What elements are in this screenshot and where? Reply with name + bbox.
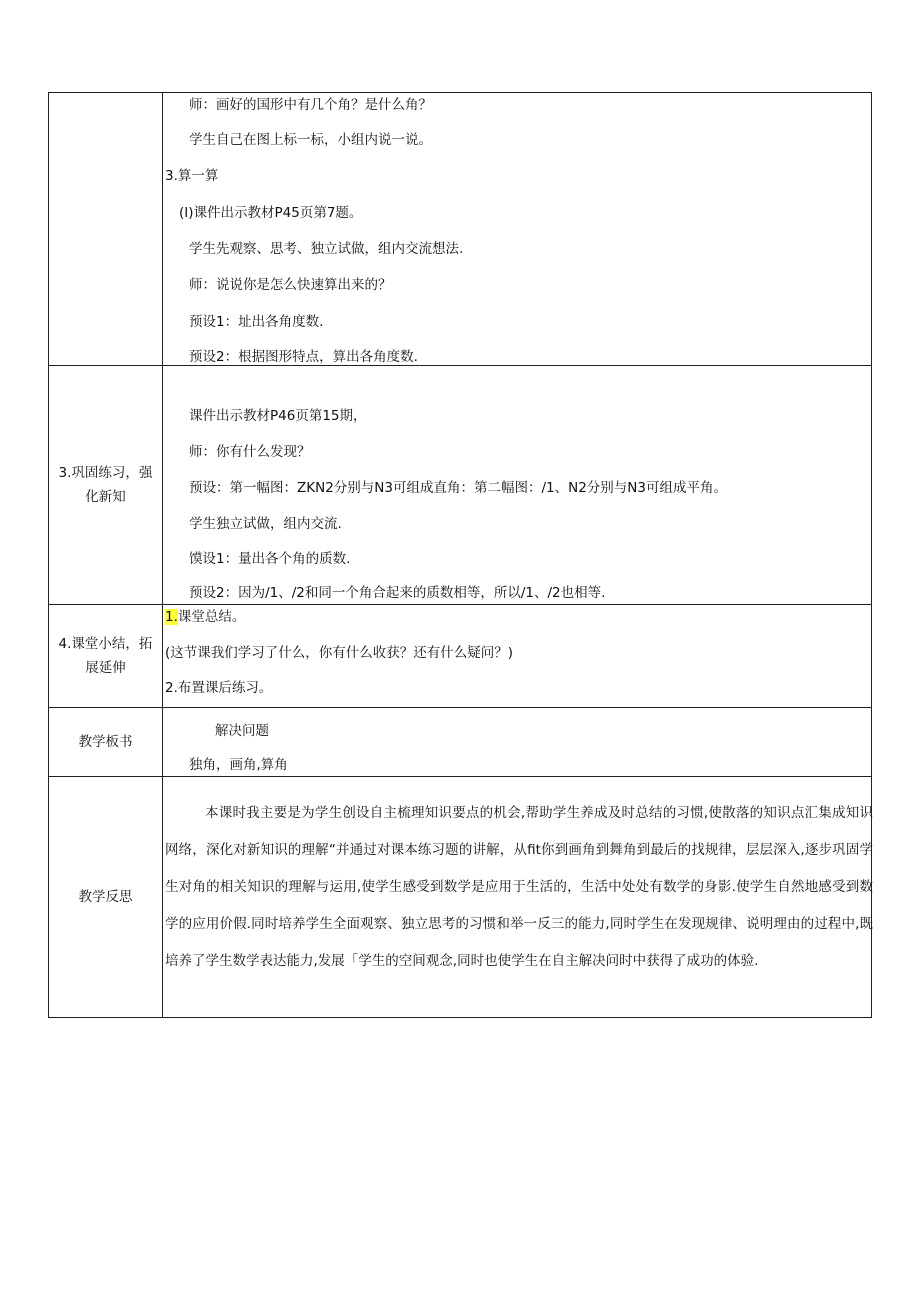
lesson-plan-table [48, 92, 872, 1018]
row-content [163, 708, 872, 777]
table-row [49, 708, 872, 777]
content-line: 解决问题 [215, 723, 269, 739]
row-content [163, 366, 872, 605]
content-line: 师：你有什么发现？ [189, 444, 311, 460]
content-line: 馍设1：量出各个角的质数. [189, 551, 351, 567]
content-line: 学生自己在图上标一标，小组内说一说。 [189, 132, 432, 148]
content-line: 3.算一算 [165, 168, 219, 184]
content-line: 学生先观察、思考、独立试做，组内交流想法. [189, 241, 464, 257]
content-line: 预设：第一幅图：ZKN2分别与N3可组成直角：第二幅图：/1、N2分别与N3可组成平角。 [189, 480, 727, 496]
content-line: 预设2：因为/1、/2和同一个角合起来的质数相等，所以/1、/2也相等. [189, 585, 606, 601]
table-row [49, 605, 872, 708]
content-line: 师：说说你是怎么快速算出来的？ [189, 277, 392, 293]
reflection-paragraph: 本课时我主要是为学生创设自主梳理知识要点的机会,帮助学生养成及时总结的习惯,使散落的知识点汇集成知识网络，深化对新知识的理解“并通过对课本练习题的讲解，从fit你到画角到舞角到最后的找规律，层层深入,逐步巩固学生对角的相关知识的理解与运用,使学生感受到数学是应用于生活的，生活中处处有数学的身影.使学生自然地感受到数学的应用价假.同时培养学生全面观察、独立思考的习惯和举一反三的能力,同时学生在发现规律、说明理由的过程中,既培养了学生数学表达能力,发展「学生的空间观念,同时也使学生在自主解决问时中获得了成功的体验. [165, 805, 873, 969]
content-line: 预设1：址出各角度数. [189, 314, 324, 330]
content-line: 2.布置课后练习。 [165, 680, 273, 696]
row-content [163, 777, 872, 1018]
row-label [49, 93, 163, 366]
row-content [163, 93, 872, 366]
content-line: 学生独立试做，组内交流. [189, 516, 342, 532]
table-row [49, 93, 872, 366]
content-line: (这节课我们学习了什么，你有什么收获？还有什么疑问？) [165, 645, 514, 661]
content-line: (I)课件出示教材P45页第7题。 [179, 205, 363, 221]
table-row [49, 366, 872, 605]
highlighted-number: 1. [165, 609, 178, 625]
row-label: 3.巩固练习，强化新知 [49, 366, 163, 605]
content-line: 1.课堂总结。 [165, 609, 246, 625]
row-label: 4.课堂小结，拓展延伸 [49, 605, 163, 708]
row-label: 教学反思 [49, 777, 163, 1018]
table-row [49, 777, 872, 1018]
row-content [163, 605, 872, 708]
content-line: 预设2：根据图形特点，算出各角度数. [189, 349, 418, 365]
row-label: 教学板书 [49, 708, 163, 777]
content-line: 独角，画角,算角 [189, 757, 288, 773]
content-line: 师：画好的国形中有几个角？是什么角？ [189, 97, 432, 113]
content-line: 课件出示教材P46页第15期， [189, 408, 367, 424]
